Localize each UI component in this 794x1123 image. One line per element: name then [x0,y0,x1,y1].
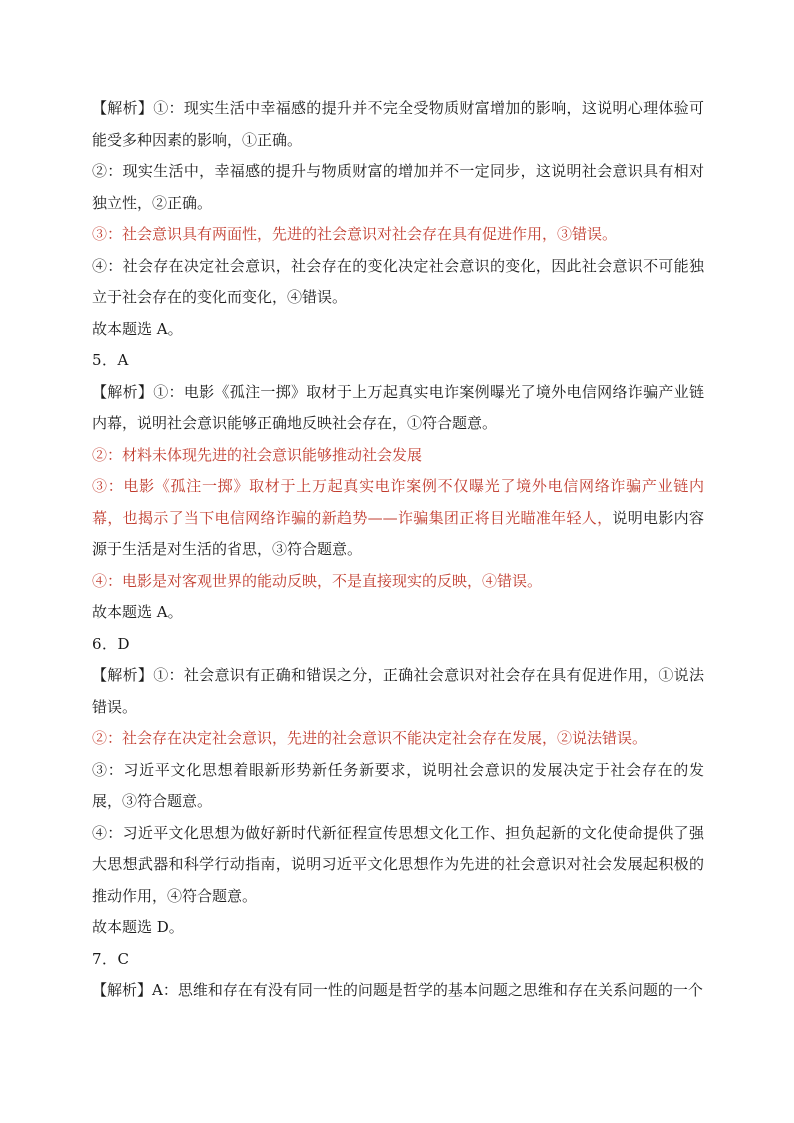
paragraph-q6-conclusion: 故本题选 D。 [92,918,184,936]
paragraph-q7-point1: 【解析】A：思维和存在有没有同一性的问题是哲学的基本问题之思维和存在关系问题的一个 [92,981,703,999]
paragraph-q4-point2: ②：现实生活中，幸福感的提升与物质财富的增加并不一定同步，这说明社会意识具有相对独立性，②正确。 [92,162,704,212]
paragraph-q5-point3-rest: 说明电影内容源于生活是对生活的省思，③符合题意。 [92,508,704,558]
paragraph-q6-point1: 【解析】①：社会意识有正确和错误之分，正确社会意识对社会存在具有促进作用，①说法错误。 [92,666,704,716]
paragraph-q5-point3 [92,471,704,566]
paragraph-q5-point3-red: ③：电影《孤注一掷》取材于上万起真实电诈案例不仅曝光了境外电信网络诈骗产业链内幕，也揭示了当下电信网络诈骗的新趋势——诈骗集团正将目光瞄准年轻人， [92,477,704,527]
answer-explanations [92,93,704,1007]
paragraph-q6-point3: ③：习近平文化思想着眼新形势新任务新要求，说明社会意识的发展决定于社会存在的发展，③符合题意。 [92,760,704,810]
paragraph-q5-conclusion: 故本题选 A。 [92,603,183,621]
paragraph-q4-conclusion: 故本题选 A。 [92,319,183,338]
answer-q7: 7．C [92,949,130,968]
paragraph-q4-point3: ③：社会意识具有两面性，先进的社会意识对社会存在具有促进作用，③错误。 [92,225,618,243]
paragraph-q4-point4: ④：社会存在决定社会意识，社会存在的变化决定社会意识的变化，因此社会意识不可能独立于社会存在的变化而变化，④错误。 [92,256,704,306]
paragraph-q6-point2: ②：社会存在决定社会意识，先进的社会意识不能决定社会存在发展，②说法错误。 [92,729,648,747]
paragraph-q4-point1: 【解析】①：现实生活中幸福感的提升并不完全受物质财富增加的影响，这说明心理体验可能受多种因素的影响，①正确。 [92,99,704,149]
answer-q5: 5．A [92,351,129,369]
paragraph-q5-point2: ②：材料未体现先进的社会意识能够推动社会发展 [92,445,423,464]
paragraph-q5-point4: ④：电影是对客观世界的能动反映，不是直接现实的反映，④错误。 [92,571,543,590]
paragraph-q6-point4: ④：习近平文化思想为做好新时代新征程宣传思想文化工作、担负起新的文化使命提供了强大思想武器和科学行动指南，说明习近平文化思想作为先进的社会意识对社会发展起积极的推动作用，④符合题意。 [92,823,704,905]
answer-q6: 6．D [92,634,131,653]
paragraph-q5-point1: 【解析】①：电影《孤注一掷》取材于上万起真实电诈案例曝光了境外电信网络诈骗产业链内幕，说明社会意识能够正确地反映社会存在，①符合题意。 [92,382,704,432]
